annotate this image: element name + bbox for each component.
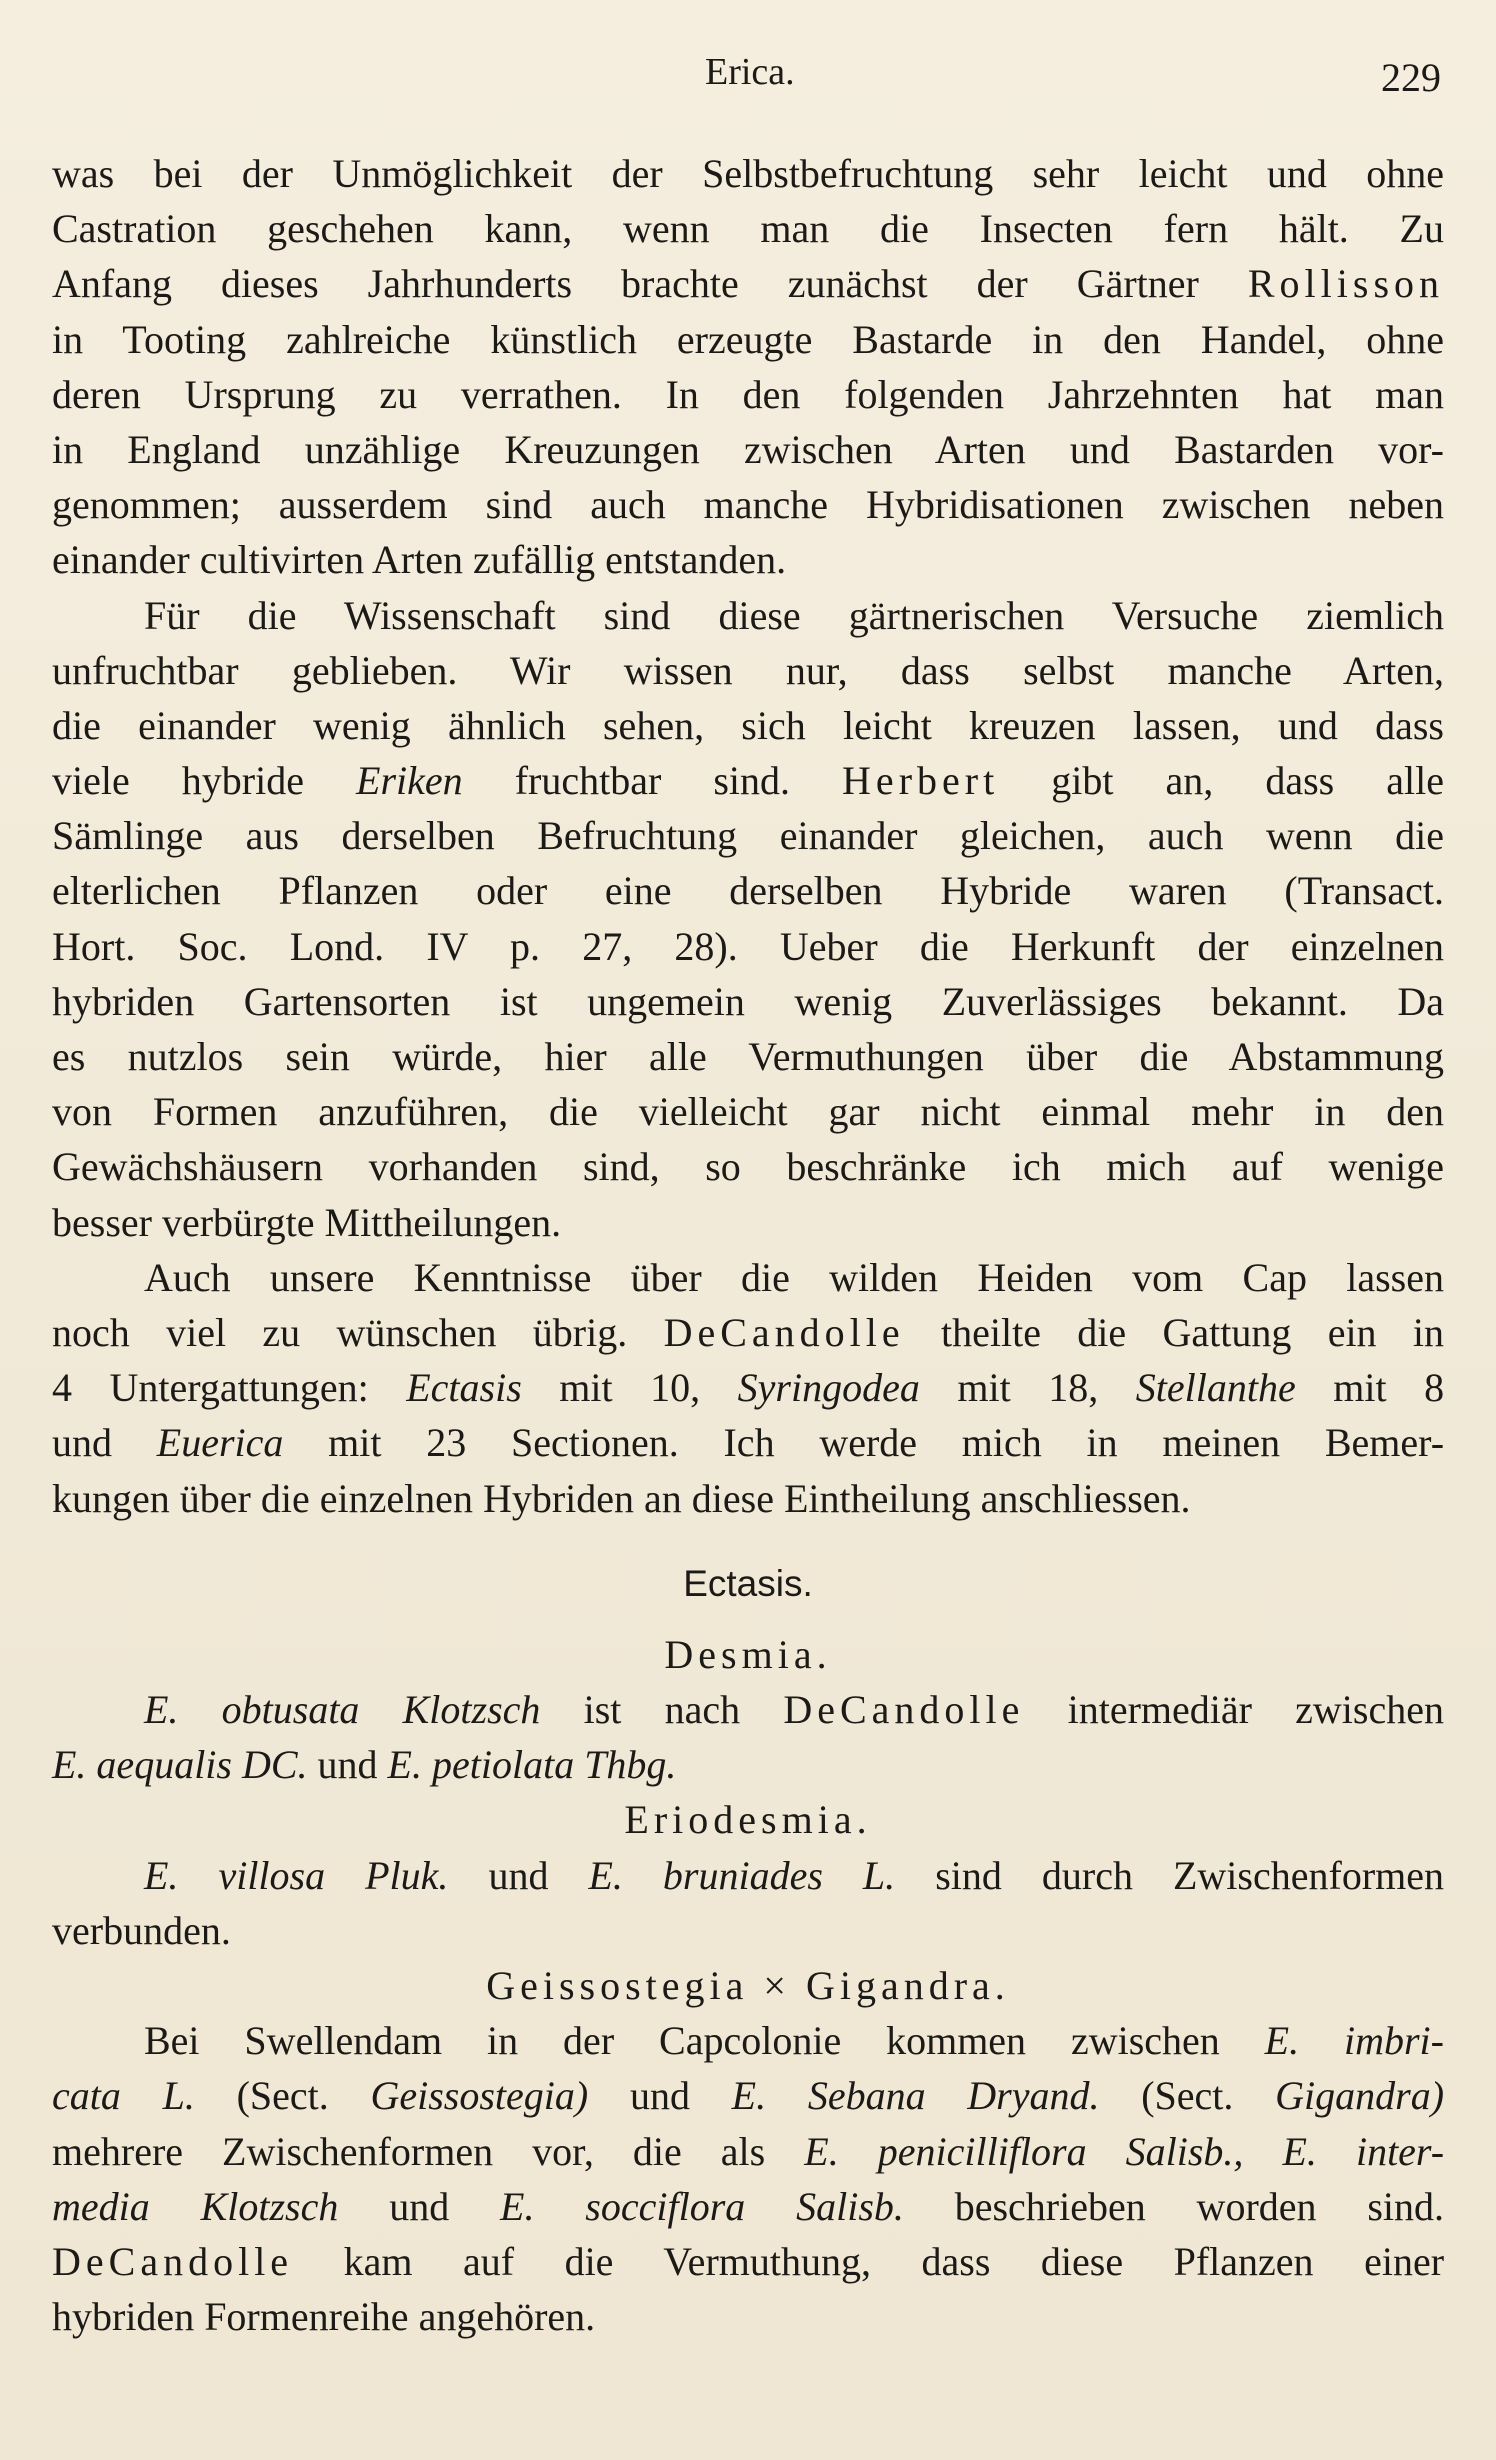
text-run: und xyxy=(317,1742,378,1788)
species-name: E. obtusata Klotzsch xyxy=(144,1687,541,1733)
species-name: E. Sebana Dryand. xyxy=(731,2073,1100,2119)
paragraph-geissostegia xyxy=(52,2013,1444,2344)
section-heading-eriodesmia: Eriodesmia. xyxy=(624,1797,872,1843)
text-run: Anfang dieses Jahrhunderts brachte zunächst der Gärtner xyxy=(52,261,1199,307)
text-line xyxy=(52,2068,1444,2123)
text-line: in England unzählige Kreuzungen zwischen Arten und Bastarden vor- xyxy=(52,426,1444,472)
text-line: unfruchtbar geblieben. Wir wissen nur, dass selbst manche Arten, xyxy=(52,647,1444,693)
section-name: Gigandra) xyxy=(1275,2073,1445,2119)
text-line xyxy=(52,1360,1444,1415)
page-body xyxy=(52,146,1444,2344)
text-run: mit 8 xyxy=(1333,1365,1445,1411)
text-run: (Sect. xyxy=(1141,2073,1234,2119)
paragraph-1 xyxy=(52,146,1444,588)
text-line: Für die Wissenschaft sind diese gärtnerischen Versuche ziemlich xyxy=(144,592,1444,638)
text-line xyxy=(52,256,1444,311)
subgenus-ectasis: Ectasis xyxy=(406,1365,522,1411)
person-name-herbert: Herbert xyxy=(842,758,1000,804)
text-run: (Sect. xyxy=(236,2073,329,2119)
text-line: elterlichen Pflanzen oder eine derselben Hybride waren (Transact. xyxy=(52,868,1444,914)
text-line: Gewächshäusern vorhanden sind, so beschränke ich mich auf wenige xyxy=(52,1144,1444,1190)
species-name: E. penicilliflora Salisb., xyxy=(804,2128,1244,2174)
text-line xyxy=(52,2124,1444,2179)
text-line: deren Ursprung zu verrathen. In den folgenden Jahrzehnten hat man xyxy=(52,371,1444,417)
running-title: Erica. xyxy=(705,51,795,93)
species-name: E. aequalis DC. xyxy=(52,1742,308,1788)
text-line xyxy=(52,1682,1444,1737)
text-line: Sämlinge aus derselben Befruchtung einander gleichen, auch wenn die xyxy=(52,813,1444,859)
text-run: noch viel zu wünschen übrig. xyxy=(52,1309,628,1355)
text-line xyxy=(52,1848,1444,1903)
text-line: hybriden Formenreihe angehören. xyxy=(52,2294,596,2340)
text-run: beschrieben worden sind. xyxy=(954,2183,1445,2229)
section-heading-ectasis: Ectasis. xyxy=(683,1562,813,1604)
text-line xyxy=(52,1415,1444,1470)
species-name: E. petiolata Thbg. xyxy=(387,1742,677,1788)
text-run: viele hybride xyxy=(52,758,304,804)
page-number: 229 xyxy=(1381,55,1441,100)
text-line xyxy=(52,753,1444,808)
species-name: E. bruniades L. xyxy=(588,1852,896,1898)
text-run: sind durch Zwischenformen xyxy=(935,1852,1445,1898)
person-name-rollisson: Rollisson xyxy=(1247,261,1445,307)
text-line: die einander wenig ähnlich sehen, sich leicht kreuzen lassen, und dass xyxy=(52,702,1444,748)
species-name: E. villosa Pluk. xyxy=(144,1852,449,1898)
text-run: 4 Untergattungen: xyxy=(52,1365,369,1411)
person-name-decandolle: DeCandolle xyxy=(52,2238,294,2284)
text-line xyxy=(52,1305,1444,1360)
text-line: verbunden. xyxy=(52,1907,231,1953)
text-run: und xyxy=(52,1420,112,1466)
text-line: Castration geschehen kann, wenn man die Insecten fern hält. Zu xyxy=(52,206,1444,252)
text-line: genommen; ausserdem sind auch manche Hybridisationen zwischen neben xyxy=(52,482,1444,528)
species-name: media Klotzsch xyxy=(52,2183,339,2229)
genus-term-eriken: Eriken xyxy=(356,758,463,804)
subgenus-syringodea: Syringodea xyxy=(737,1365,920,1411)
species-name: E. socciflora Salisb. xyxy=(500,2183,904,2229)
text-line: Auch unsere Kenntnisse über die wilden Heiden vom Cap lassen xyxy=(144,1254,1444,1300)
text-run: fruchtbar sind. xyxy=(514,758,790,804)
text-line: Hort. Soc. Lond. IV p. 27, 28). Ueber die Herkunft der einzelnen xyxy=(52,923,1444,969)
text-line xyxy=(52,2013,1444,2068)
text-line: kungen über die einzelnen Hybriden an diese Eintheilung anschliessen. xyxy=(52,1475,1191,1521)
section-heading-desmia: Desmia. xyxy=(664,1631,832,1677)
subgenus-stellanthe: Stellanthe xyxy=(1135,1365,1296,1411)
text-line: es nutzlos sein würde, hier alle Vermuthungen über die Abstammung xyxy=(52,1034,1444,1079)
text-run: intermediär zwischen xyxy=(1067,1687,1444,1733)
paragraph-3 xyxy=(52,1250,1444,1526)
species-name: E. inter- xyxy=(1282,2128,1445,2174)
text-line: von Formen anzuführen, die vielleicht gar nicht einmal mehr in den xyxy=(52,1089,1444,1135)
paragraph-desmia xyxy=(52,1682,1444,1792)
section-heading-geissostegia-gigandra: Geissostegia × Gigandra. xyxy=(486,1963,1010,2008)
text-line xyxy=(52,1737,1444,1792)
section-name: Geissostegia) xyxy=(370,2073,589,2119)
text-line xyxy=(52,2234,1444,2289)
text-line: einander cultivirten Arten zufällig entstanden. xyxy=(52,537,787,583)
text-run: mit 18, xyxy=(957,1365,1099,1411)
text-run: kam auf die Vermuthung, dass diese Pflanzen einer xyxy=(343,2238,1445,2284)
running-header xyxy=(0,50,1496,110)
text-run: ist nach xyxy=(583,1687,741,1733)
species-name: cata L. xyxy=(52,2073,195,2119)
text-line: hybriden Gartensorten ist ungemein wenig Zuverlässiges bekannt. Da xyxy=(52,978,1444,1024)
text-run: mehrere Zwischenformen vor, die als xyxy=(52,2128,766,2174)
paragraph-eriodesmia xyxy=(52,1848,1444,1958)
paragraph-2 xyxy=(52,588,1444,1250)
text-run: mit 10, xyxy=(559,1365,701,1411)
species-name: E. imbri- xyxy=(1264,2018,1444,2064)
text-line xyxy=(52,2179,1444,2234)
text-run: mit 23 Sectionen. Ich werde mich in meinen Bemer- xyxy=(328,1420,1445,1466)
person-name-decandolle: DeCandolle xyxy=(783,1687,1025,1733)
person-name-decandolle: DeCandolle xyxy=(663,1309,905,1355)
text-line: in Tooting zahlreiche künstlich erzeugte Bastarde in den Handel, ohne xyxy=(52,316,1444,362)
text-run: gibt an, dass alle xyxy=(1051,758,1444,804)
text-line: was bei der Unmöglichkeit der Selbstbefruchtung sehr leicht und ohne xyxy=(52,151,1444,196)
text-run: und xyxy=(629,2073,690,2119)
text-run: theilte die Gattung ein in xyxy=(940,1309,1445,1355)
text-run: und xyxy=(389,2183,450,2229)
text-run: Bei Swellendam in der Capcolonie kommen zwischen xyxy=(144,2018,1220,2064)
subgenus-euerica: Euerica xyxy=(156,1420,284,1466)
text-line: besser verbürgte Mittheilungen. xyxy=(52,1199,562,1245)
text-run: und xyxy=(488,1852,549,1898)
